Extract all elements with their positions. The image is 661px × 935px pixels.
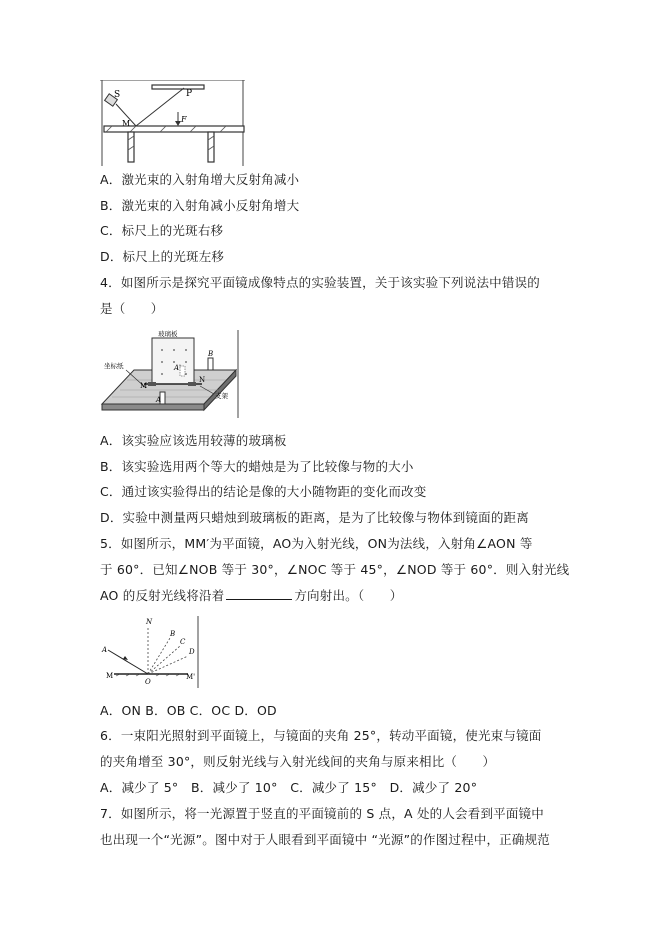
q4-stem-line2: 是（ ）	[100, 301, 164, 316]
q5-stem-line1: 5．如图所示，MM′为平面镜，AO为入射光线，ON为法线，入射角∠AON 等	[100, 536, 533, 551]
figure-laser-table	[100, 80, 245, 166]
label-s: S	[114, 90, 121, 100]
q5-stem-line2: 于 60°．已知∠NOB 等于 30°，∠NOC 等于 45°，∠NOD 等于 60°．则入射光线	[100, 562, 570, 577]
q4-option-c: C．通过该实验得出的结论是像的大小随物距的变化而改变	[100, 484, 427, 499]
q6-stem-line2: 的夹角增至 30°，则反射光线与入射光线间的夹角与原来相比（ ）	[100, 754, 496, 769]
label-m: M	[122, 119, 131, 128]
q4-option-a: A．该实验应该选用较薄的玻璃板	[100, 433, 287, 448]
q5-line3-before: AO 的反射光线将沿着	[100, 588, 225, 603]
label-c: C	[180, 638, 186, 646]
label-a: A	[102, 646, 108, 654]
label-f: F	[181, 115, 187, 124]
q4-option-d: D．实验中测量两只蜡烛到玻璃板的距离，是为了比较像与物体到镜面的距离	[100, 510, 529, 525]
q6-options: A．减少了 5° B．减少了 10° C．减少了 15° D．减少了 20°	[100, 780, 478, 795]
q3-option-d: D．标尺上的光斑左移	[100, 249, 225, 264]
label-p: P	[186, 89, 193, 99]
q7-stem-line2: 也出现一个“光源”。图中对于人眼看到平面镜中 “光源”的作图过程中，正确规范	[100, 832, 550, 847]
label-a-prime: A'	[174, 364, 181, 372]
label-b: B	[208, 350, 214, 358]
label-m-prime: M'	[186, 673, 196, 681]
label-m: M	[140, 382, 148, 390]
q5-options: A．ON B．OB C．OC D．OD	[100, 703, 277, 718]
label-o: O	[145, 678, 151, 686]
q4-stem-line1: 4．如图所示是探究平面镜成像特点的实验装置，关于该实验下列说法中错误的	[100, 275, 540, 290]
q4-option-b: B．该实验选用两个等大的蜡烛是为了比较像与物的大小	[100, 459, 414, 474]
label-n: N	[146, 618, 153, 626]
figure-reflection-rays	[100, 616, 200, 688]
figure-mirror-experiment	[100, 330, 240, 418]
label-a: A	[156, 396, 162, 404]
label-m: M	[106, 672, 114, 680]
answer-blank	[226, 587, 292, 600]
q5-line3-after: 方向射出。（ ）	[294, 588, 403, 603]
label-b: B	[170, 630, 176, 638]
q6-stem-line1: 6．一束阳光照射到平面镜上，与镜面的夹角 25°，转动平面镜，使光束与镜面	[100, 728, 542, 743]
q3-option-a: A．激光束的入射角增大反射角减小	[100, 172, 300, 187]
label-paper: 坐标纸	[104, 362, 124, 370]
q3-option-c: C．标尺上的光斑右移	[100, 223, 224, 238]
q5-stem-line3	[100, 587, 402, 605]
q3-option-b: B．激光束的入射角减小反射角增大	[100, 198, 300, 213]
label-stand: 支架	[215, 392, 228, 400]
label-n: N	[199, 376, 206, 384]
q7-stem-line1: 7．如图所示，将一光源置于竖直的平面镜前的 S 点，A 处的人会看到平面镜中	[100, 806, 544, 821]
label-glass: 玻璃板	[158, 330, 178, 338]
label-d: D	[189, 648, 195, 656]
